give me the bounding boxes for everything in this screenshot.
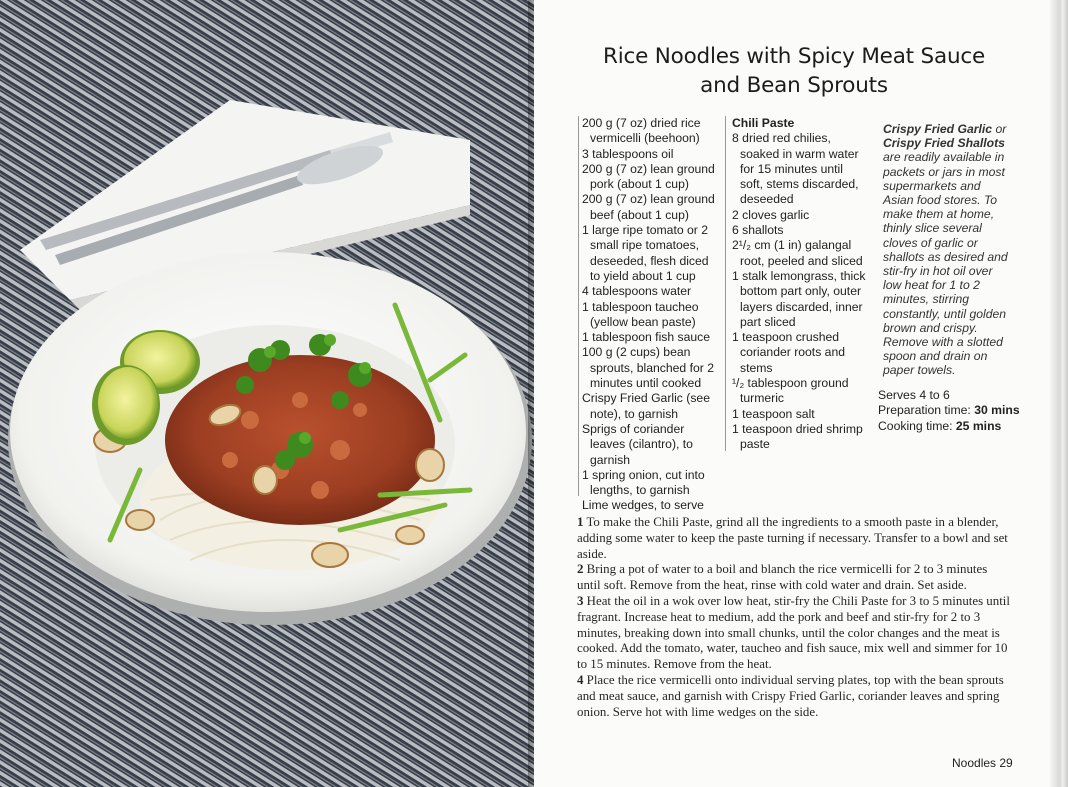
ingredient-item: 4 tablespoons water <box>582 284 692 299</box>
method-step <box>577 594 1013 673</box>
chili-paste-item: 1 teaspoon dried shrimp paste <box>732 421 863 452</box>
chili-paste-item: 1 teaspoon salt <box>732 406 815 421</box>
cook-time <box>878 419 1038 434</box>
note-bold-shallots: Crispy Fried Shallots <box>883 136 1005 151</box>
note-or: or <box>992 122 1007 136</box>
chili-paste-list <box>725 116 867 451</box>
recipe-title-line1: Rice Noodles with Spicy Meat Sauce <box>602 44 986 69</box>
ingredient-item: 200 g (7 oz) dried rice vermicelli (beehoon) <box>582 116 701 146</box>
prep-time <box>878 403 1038 418</box>
ingredient-item: 100 g (2 cups) bean sprouts, blanched for 2 minutes until cooked <box>582 345 714 391</box>
note-bold-garlic: Crispy Fried Garlic <box>883 122 993 136</box>
serving-info <box>878 388 1038 434</box>
chili-paste-heading: Chili Paste <box>732 116 795 130</box>
chili-paste-item: 6 shallots <box>732 223 784 238</box>
page-edge <box>1050 0 1068 787</box>
step-number: 4 <box>577 672 584 687</box>
method-step <box>577 562 1013 594</box>
ingredient-item: 3 tablespoons oil <box>582 146 674 161</box>
ingredient-item: Crispy Fried Garlic (see note), to garnish <box>582 391 710 421</box>
step-number: 3 <box>577 593 584 608</box>
step-text: Heat the oil in a wok over low heat, stir-fry the Chili Paste for 3 to 5 minutes until fragrant. Increase heat to medium, add the pork and beef and stir-fry for 2 to 3 minutes, breaking down into small chunks, until the color changes and the meat is cooked. Add the tomato, water, taucheo and fish sauce, mix well and simmer for 10 to 15 minutes. Remove from the heat. <box>577 593 1010 672</box>
recipe-title-line2: and Bean Sprouts <box>700 73 888 98</box>
chili-paste-item: 8 dried red chilies, soaked in warm water for 15 minutes until soft, stems discarded, deseeded <box>732 131 859 207</box>
cook-value: 25 mins <box>955 418 1002 433</box>
chili-paste-item: 2 cloves garlic <box>732 207 810 222</box>
step-number: 2 <box>577 562 584 577</box>
page-folio: Noodles 29 <box>952 756 1013 770</box>
method-step <box>577 515 1013 562</box>
step-number: 1 <box>577 515 584 529</box>
ingredient-item: 200 g (7 oz) lean ground beef (about 1 cup) <box>582 192 715 222</box>
ingredient-item: Sprigs of coriander leaves (cilantro), to garnish <box>582 421 693 467</box>
chili-paste-item: 1 stalk lemongrass, thick bottom part only, outer layers discarded, inner part sliced <box>732 268 866 329</box>
ingredient-item: 1 large ripe tomato or 2 small ripe tomatoes, deseeded, flesh diced to yield about 1 cup <box>582 223 709 283</box>
method-step <box>577 673 1013 720</box>
cook-label: Cooking time: <box>878 418 956 433</box>
ingredient-item: 1 tablespoon taucheo (yellow bean paste) <box>582 299 699 329</box>
ingredient-item: 1 spring onion, cut into lengths, to garnish <box>582 467 705 498</box>
step-text: To make the Chili Paste, grind all the ingredients to a smooth paste in a blender, adding some water to keep the paste turning if necessary. Transfer to a bowl and set aside. <box>577 515 1008 561</box>
cooking-note <box>883 122 1011 378</box>
note-text: are readily available in packets or jars in most supermarkets and Asian food stores. To make them at home, thinly slice several cloves of garlic or shallots as desired and stir-fry in hot oil over low heat for 1 to 2 minutes, stirring constantly, until golden brown and crispy. Remove with a slotted spoon and drain on paper towels. <box>883 150 1008 378</box>
ingredient-item: Lime wedges, to serve <box>582 498 704 513</box>
prep-value: 30 mins <box>974 403 1020 418</box>
ingredient-item: 1 tablespoon fish sauce <box>582 330 711 345</box>
recipe-page <box>534 0 1068 787</box>
chili-paste-item: ¹/₂ tablespoon ground turmeric <box>732 376 849 406</box>
step-text: Bring a pot of water to a boil and blanch the rice vermicelli for 2 to 3 minutes until soft. Remove from the heat, rinse with cold water and drain. Set aside. <box>577 562 988 593</box>
serves: Serves 4 to 6 <box>878 388 950 402</box>
prep-label: Preparation time: <box>878 403 975 418</box>
step-text: Place the rice vermicelli onto individual serving plates, top with the bean sprouts and meat sauce, and garnish with Crispy Fried Garlic, coriander leaves and spring onion. Serve hot with lime wedges on the side. <box>577 672 1004 719</box>
chili-paste-item: 1 teaspoon crushed coriander roots and stems <box>732 330 846 375</box>
ingredient-item: 200 g (7 oz) lean ground pork (about 1 cup) <box>582 161 715 192</box>
ingredients-list <box>578 116 722 513</box>
chili-paste-item: 2¹/₂ cm (1 in) galangal root, peeled and sliced <box>732 238 863 268</box>
method-steps <box>577 515 1013 720</box>
